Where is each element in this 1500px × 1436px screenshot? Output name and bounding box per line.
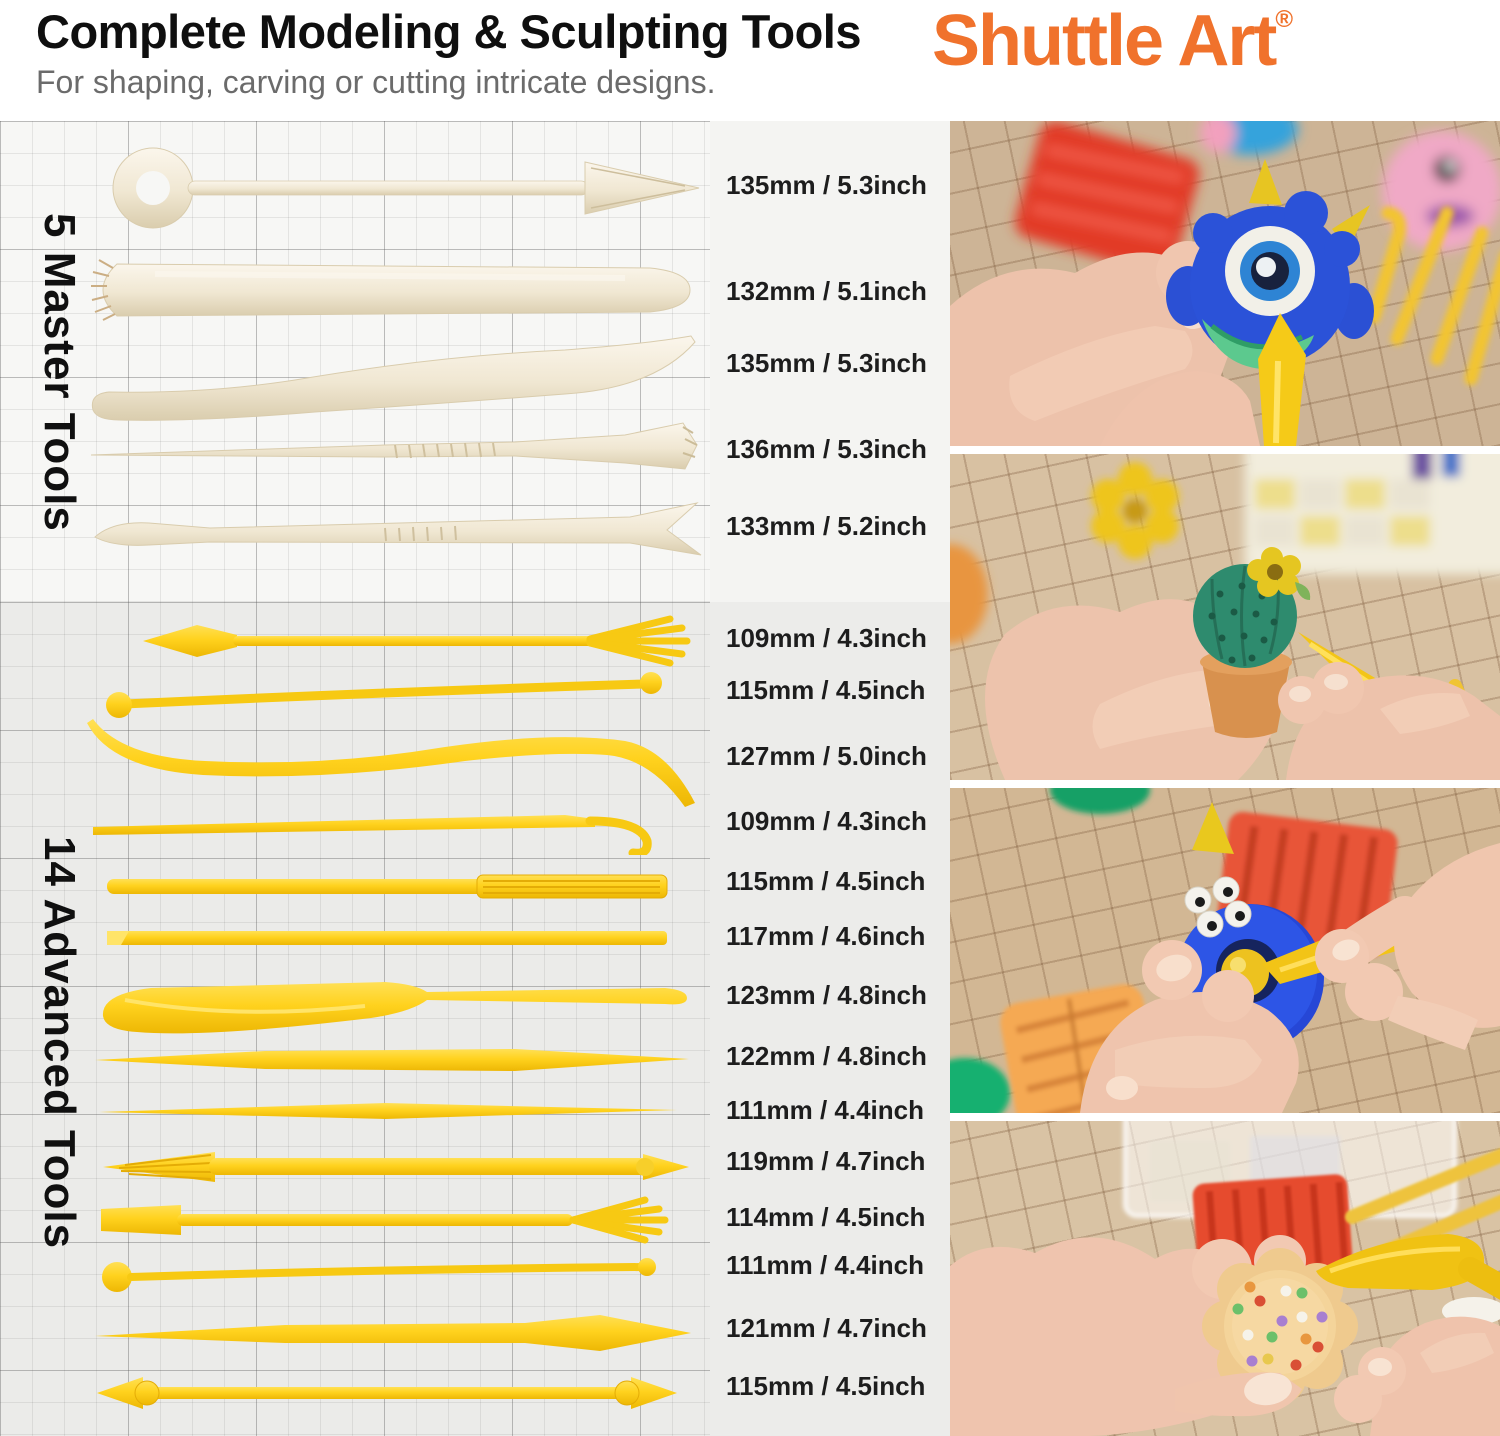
photo-monster-shaping [950, 121, 1500, 446]
photo-donut-monster-tooling [950, 788, 1500, 1113]
advanced-tool-8-size-label: 122mm / 4.8inch [726, 1041, 927, 1071]
master-tool-4-illustration [85, 417, 705, 487]
photo-cactus-detailing [950, 454, 1500, 780]
storage-box [1245, 454, 1500, 574]
advanced-tool-8-illustration [85, 1043, 705, 1077]
advanced-tool-1-size-label: 109mm / 4.3inch [726, 623, 927, 653]
master-tool-3-size-label: 135mm / 5.3inch [726, 348, 927, 378]
master-section-label: 5 Master Tools [35, 213, 84, 532]
advanced-tool-10-size-label: 119mm / 4.7inch [726, 1146, 926, 1176]
advanced-tool-9-size-label: 111mm / 4.4inch [726, 1095, 925, 1125]
blue-clay-blob [1200, 121, 1298, 155]
master-tool-3-illustration [85, 330, 705, 430]
right-hand [1278, 662, 1500, 780]
advanced-tool-1-illustration [85, 611, 705, 671]
advanced-tool-5-illustration [85, 866, 705, 906]
yellow-tools-background [1374, 213, 1500, 379]
advanced-tool-9-illustration [85, 1096, 705, 1126]
advanced-tool-6-size-label: 117mm / 4.6inch [726, 921, 926, 951]
page-title: Complete Modeling & Sculpting Tools [36, 5, 861, 58]
advanced-tool-12-illustration [85, 1249, 705, 1295]
advanced-tool-11-size-label: 114mm / 4.5inch [726, 1202, 926, 1232]
page-subtitle: For shaping, carving or cutting intricate designs. [36, 64, 716, 100]
yellow-flower-background [1091, 462, 1179, 559]
advanced-tool-11-illustration [85, 1194, 705, 1246]
advanced-tool-3-size-label: 127mm / 5.0inch [726, 741, 927, 771]
advanced-tool-12-size-label: 111mm / 4.4inch [726, 1250, 925, 1280]
advanced-tool-13-illustration [85, 1310, 705, 1356]
advanced-tool-13-size-label: 121mm / 4.7inch [726, 1313, 927, 1343]
advanced-section-label: 14 Advanced Tools [35, 836, 84, 1250]
registered-mark: ® [1275, 6, 1293, 33]
advanced-tool-5-size-label: 115mm / 4.5inch [726, 866, 926, 896]
right-hand [1334, 1317, 1500, 1436]
advanced-tool-14-illustration [85, 1371, 705, 1415]
master-tool-4-size-label: 136mm / 5.3inch [726, 434, 927, 464]
advanced-tool-14-size-label: 115mm / 4.5inch [726, 1371, 926, 1401]
tools-panel [0, 121, 950, 1436]
master-tool-2-illustration [85, 250, 705, 330]
master-tool-2-size-label: 132mm / 5.1inch [726, 276, 927, 306]
orange-clay-background [950, 544, 988, 644]
master-tool-5-illustration [85, 495, 705, 565]
advanced-tool-6-illustration [85, 920, 705, 956]
brand-name: Shuttle Art [932, 1, 1276, 81]
advanced-tool-2-size-label: 115mm / 4.5inch [726, 675, 926, 705]
advanced-tool-7-illustration [85, 960, 705, 1040]
photo-cookie-decorating [950, 1121, 1500, 1436]
header [0, 0, 1500, 121]
master-tool-1-illustration [85, 138, 705, 238]
master-tool-1-size-label: 135mm / 5.3inch [726, 170, 927, 200]
advanced-tool-7-size-label: 123mm / 4.8inch [726, 980, 927, 1010]
advanced-tool-10-illustration [85, 1145, 705, 1189]
advanced-tool-4-illustration [85, 795, 705, 855]
advanced-tool-4-size-label: 109mm / 4.3inch [726, 806, 927, 836]
master-tool-5-size-label: 133mm / 5.2inch [726, 511, 927, 541]
brand-logo [932, 0, 1293, 82]
